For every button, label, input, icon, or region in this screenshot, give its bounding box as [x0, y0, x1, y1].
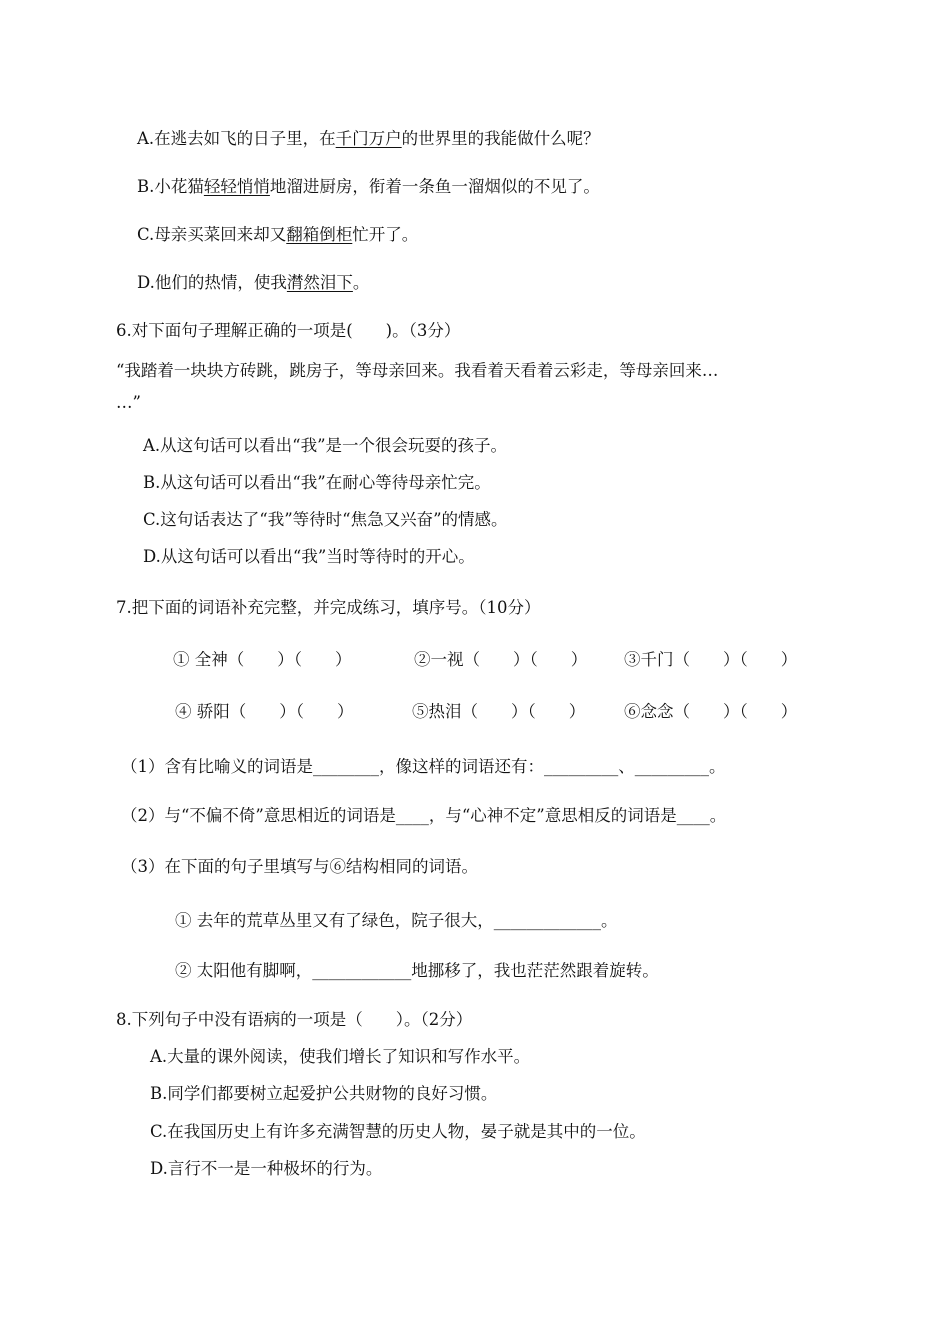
q6-option-c: C.这句话表达了“我”等待时“焦急又兴奋”的情感。	[143, 510, 508, 529]
q5-option-b	[137, 176, 600, 198]
q7-word-2: ②一视（ ）（ ）	[414, 650, 588, 669]
q6-quote-line-1: “我踏着一块块方砖跳，跳房子，等母亲回来。我看着天看着云彩走，等母亲回来…	[116, 361, 719, 380]
q6-option-b: B.从这句话可以看出“我”在耐心等待母亲忙完。	[143, 473, 491, 492]
q5-a-pre: A.在逃去如飞的日子里，在	[137, 129, 336, 148]
q6-stem: 6.对下面句子理解正确的一项是( )。（3分）	[116, 321, 461, 340]
q7-stem: 7.把下面的词语补充完整，并完成练习，填序号。（10分）	[116, 598, 541, 617]
q6-option-a: A.从这句话可以看出“我”是一个很会玩耍的孩子。	[143, 436, 508, 455]
q5-b-underlined: 轻轻悄悄	[203, 177, 270, 196]
q5-d-underlined: 潸然泪下	[286, 273, 353, 292]
q6-quote-line-2: …”	[116, 393, 141, 412]
q7-word-3: ③千门（ ）（ ）	[624, 650, 798, 669]
q7-word-4: ④ 骄阳（ ）（ ）	[175, 702, 354, 721]
q7-sub-2: （2）与“不偏不倚”意思相近的词语是____，与“心神不定”意思相反的词语是____。	[121, 806, 727, 825]
q7-sentence-1: ① 去年的荒草丛里又有了绿色，院子很大，_____________。	[175, 911, 618, 930]
q5-option-c	[137, 224, 418, 246]
q5-b-post: 地溜进厨房，衔着一条鱼一溜烟似的不见了。	[269, 177, 600, 196]
q5-a-post: 的世界里的我能做什么呢？	[401, 129, 600, 148]
q7-sentence-2: ② 太阳他有脚啊，____________地挪移了，我也茫茫然跟着旋转。	[175, 961, 659, 980]
q8-option-a: A.大量的课外阅读，使我们增长了知识和写作水平。	[150, 1047, 531, 1066]
q5-option-a	[137, 128, 600, 150]
q5-c-post: 忙开了。	[352, 225, 419, 244]
q7-sub-1: （1）含有比喻义的词语是________，像这样的词语还有：_________、_________。	[121, 757, 726, 776]
q5-b-pre: B.小花猫	[137, 177, 204, 196]
q8-option-c: C.在我国历史上有许多充满智慧的历史人物，晏子就是其中的一位。	[150, 1122, 646, 1141]
q5-d-post: 。	[352, 273, 370, 292]
q5-c-underlined: 翻箱倒柜	[286, 225, 353, 244]
q7-sub-3: （3）在下面的句子里填写与⑥结构相同的词语。	[121, 857, 478, 876]
q5-d-pre: D.他们的热情，使我	[137, 273, 287, 292]
q5-option-d	[137, 272, 369, 294]
q6-option-d: D.从这句话可以看出“我”当时等待时的开心。	[143, 547, 475, 566]
q8-option-d: D.言行不一是一种极坏的行为。	[150, 1159, 383, 1178]
q5-c-pre: C.母亲买菜回来却又	[137, 225, 287, 244]
q5-a-underlined: 千门万户	[335, 129, 402, 148]
q8-option-b: B.同学们都要树立起爱护公共财物的良好习惯。	[150, 1084, 498, 1103]
q7-word-6: ⑥念念（ ）（ ）	[624, 702, 798, 721]
q7-word-1: ① 全神（ ）（ ）	[173, 650, 352, 669]
q7-word-5: ⑤热泪（ ）（ ）	[412, 702, 586, 721]
q8-stem: 8.下列句子中没有语病的一项是（ ）。（2分）	[116, 1010, 473, 1029]
